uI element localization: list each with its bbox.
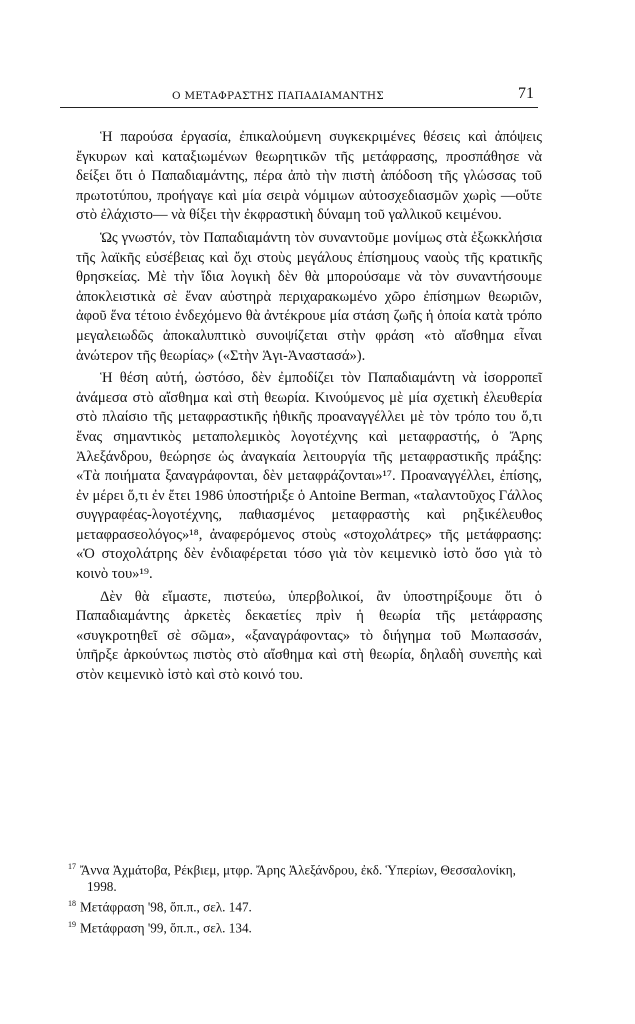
paragraph: Ὡς γνωστόν, τὸν Παπαδιαμάντη τὸν συναντοῦμε μονίμως στὰ ἐξωκκλήσια τῆς λαϊκῆς εὐσέβειας καὶ ὄχι στοὺς μεγάλους ἐπίσημους ναοὺς τῆς κρατικῆς θρησκείας. Μὲ τὴν ἴδια λογικὴ δὲν θὰ μπορούσαμε νὰ τὸν συναντήσουμε ἀποκλειστικὰ σὲ ἕναν αὐστηρὰ περιχαρακωμένο χῶρο ἐπίσημων θεωριῶν, ἀφοῦ ἕνα τέτοιο ἐνδεχόμενο θὰ ἀντέκρουε μία στάση ζωῆς ἡ ὁποία κατὰ τρόπο μεγαλειωδῶς ἀποκαλυπτικὸ συνοψίζεται στὴν φράση «τὸ αἴσθημα εἶναι ἀνώτερον τῆς θεωρίας» («Στὴν Ἁγι-Ἀναστασά»). (76, 229, 542, 364)
footnote (64, 916, 542, 936)
footnote-text: Μετάφραση '99, ὅπ.π., σελ. 134. (80, 920, 252, 936)
paragraph: Ἡ θέση αὐτή, ὡστόσο, δὲν ἐμποδίζει τὸν Παπαδιαμάντη νὰ ἰσορροπεῖ ἀνάμεσα στὸ αἴσθημα καὶ στὴ θεωρία. Κινούμενος μὲ μία σχετικὴ ἐλευθερία στὸ πλαίσιο τῆς μεταφραστικῆς ἠθικῆς προαναγγέλλει μὲ τὸν τρόπο του ὅ,τι ἕνας σημαντικὸς μεταπολεμικὸς λογοτέχνης καὶ μεταφραστής, ὁ Ἄρης Ἀλεξάνδρου, θεώρησε ὡς ἀναγκαία λειτουργία τῆς μεταφραστικῆς πράξης: «Τὰ ποιήματα ξαναγράφονται, δὲν μεταφράζονται»¹⁷. Προαναγγέλλει, ἐπίσης, ἐν μέρει ὅ,τι ἐν ἔτει 1986 ὑποστήριξε ὁ Antoine Berman, «ταλαντοῦχος Γάλλος συγγραφέας-λογοτέχνης, παθιασμένος μεταφραστὴς καὶ ρηξικέλευθος μεταφρασεολόγος»¹⁸, ἀναφερόμενος στοὺς «στοχολάτρες» τῆς μετάφρασης: «Ὁ στοχολάτρης δὲν ἐνδιαφέρεται τόσο γιὰ τὸν κειμενικὸ ἱστὸ ὅσο γιὰ τὸ κοινὸ του»¹⁹. (76, 370, 542, 583)
body-text (76, 128, 542, 689)
footnote-text: Μετάφραση '98, ὅπ.π., σελ. 147. (80, 899, 252, 915)
running-title: Ο ΜΕΤΑΦΡΑΣΤΗΣ ΠΑΠΑΔΙΑΜΑΝΤΗΣ (172, 90, 384, 102)
footnote-number: 18 (68, 899, 76, 909)
footnote-number: 17 (68, 862, 76, 871)
page-number: 71 (518, 85, 534, 102)
footnote (64, 895, 542, 915)
paragraph: Δὲν θὰ εἴμαστε, πιστεύω, ὑπερβολικοί, ἂν ὑποστηρίξουμε ὅτι ὁ Παπαδιαμάντης ἀρκετὲς δεκαετίες πρὶν ἡ θεωρία τῆς μετάφρασης «συγκροτηθεῖ σὲ σῶμα», «ξαναγράφοντας» τὸ διήγημα τοῦ Μωπασσάν, ὑπῆρξε ἀρκούντως πιστὸς στὸ αἴσθημα καὶ στὴ θεωρία, δηλαδὴ συνεπὴς καὶ στὸν κειμενικὸ ἱστὸ καὶ στὸ κοινό του. (76, 588, 542, 684)
page-header (60, 85, 538, 108)
paragraph: Ἡ παρούσα ἐργασία, ἐπικαλούμενη συγκεκριμένες θέσεις καὶ ἀπόψεις ἔγκυρων καὶ καταξιωμένων θεωρητικῶν τῆς μετάφρασης, προσπάθησε νὰ δείξει ὅτι ὁ Παπαδιαμάντης, πέρα ἀπὸ τὴν πιστὴ ἀπόδοση τῆς γλώσσας τοῦ πρωτοτύπου, προήγαγε καὶ μία σειρὰ νόμιμων αὐτοσχεδιασμῶν χωρὶς —οὔτε στὸ ἐλάχιστο— νὰ θίξει τὴν ἐκφραστικὴ δύναμη τοῦ γαλλικοῦ κειμένου. (76, 129, 542, 224)
footnote-number: 19 (68, 919, 76, 929)
footnotes (64, 858, 542, 936)
footnote-text: Ἄννα Ἀχμάτοβα, Ρέκβιεμ, μτφρ. Ἄρης Ἀλεξάνδρου, ἐκδ. Ὑπερίων, Θεσσαλονίκη, 1998. (80, 862, 516, 895)
footnote (64, 858, 542, 895)
